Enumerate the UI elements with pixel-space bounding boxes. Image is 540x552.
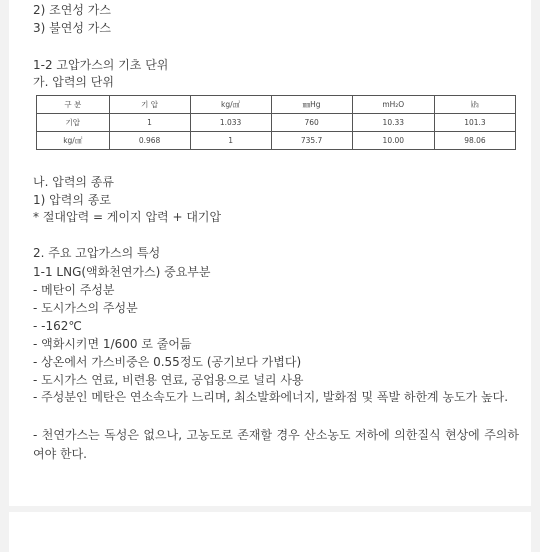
subsection-heading: 가. 압력의 단위 bbox=[33, 75, 114, 89]
bullet-item: - 액화시키면 1/600 로 줄어듦 bbox=[33, 337, 192, 351]
table-row bbox=[37, 132, 516, 150]
table-cell: 1.033 bbox=[190, 114, 271, 132]
text-line: 3) 불연성 가스 bbox=[33, 21, 111, 35]
text-line: 1) 압력의 종로 bbox=[33, 193, 111, 207]
table-cell: 1 bbox=[190, 132, 271, 150]
subsection-heading: 나. 압력의 종류 bbox=[33, 175, 114, 189]
bullet-paragraph: - 주성분인 메탄은 연소속도가 느리며, 최소발화에너지, 발화점 및 폭발 하한계 농도가 높다. bbox=[33, 390, 509, 404]
next-page bbox=[9, 512, 531, 552]
table-header-cell: 기 압 bbox=[109, 96, 190, 114]
bullet-item: - 메탄이 주성분 bbox=[33, 283, 115, 297]
table-cell: 101.3 bbox=[434, 114, 515, 132]
section-heading: 1-2 고압가스의 기초 단위 bbox=[33, 58, 169, 72]
subsection-heading: 1-1 LNG(액화천연가스) 중요부분 bbox=[33, 265, 211, 279]
table-cell: 760 bbox=[271, 114, 352, 132]
table-header-cell: mH₂O bbox=[352, 96, 434, 114]
bullet-item: - 상온에서 가스비중은 0.55정도 (공기보다 가볍다) bbox=[33, 355, 302, 369]
bullet-item: - 도시가스 연료, 비련용 연료, 공업용으로 널리 사용 bbox=[33, 373, 304, 387]
pressure-unit-table bbox=[36, 95, 516, 150]
table-header-cell: 구 분 bbox=[37, 96, 110, 114]
table-cell: 98.06 bbox=[434, 132, 515, 150]
formula-line: * 절대압력 = 게이지 압력 + 대기압 bbox=[33, 210, 222, 224]
table-header-row bbox=[37, 96, 516, 114]
table-header-cell: kg/㎠ bbox=[190, 96, 271, 114]
document-page bbox=[9, 0, 531, 506]
text-line: 2) 조연성 가스 bbox=[33, 3, 111, 17]
table-header-cell: ㎪ bbox=[434, 96, 515, 114]
table-cell: 기압 bbox=[37, 114, 110, 132]
bullet-item: - -162℃ bbox=[33, 319, 82, 333]
table-cell: 0.968 bbox=[109, 132, 190, 150]
table-row bbox=[37, 114, 516, 132]
section-heading: 2. 주요 고압가스의 특성 bbox=[33, 246, 161, 260]
bullet-item: - 도시가스의 주성분 bbox=[33, 301, 138, 315]
table-cell: kg/㎠ bbox=[37, 132, 110, 150]
table-cell: 10.00 bbox=[352, 132, 434, 150]
table-cell: 735.7 bbox=[271, 132, 352, 150]
table-header-cell: ㎜Hg bbox=[271, 96, 352, 114]
table-cell: 10.33 bbox=[352, 114, 434, 132]
table-cell: 1 bbox=[109, 114, 190, 132]
bullet-paragraph: - 천연가스는 독성은 없으나, 고농도로 존재할 경우 산소농도 저하에 의한질식 현상에 주의하여야 한다. bbox=[33, 428, 519, 461]
